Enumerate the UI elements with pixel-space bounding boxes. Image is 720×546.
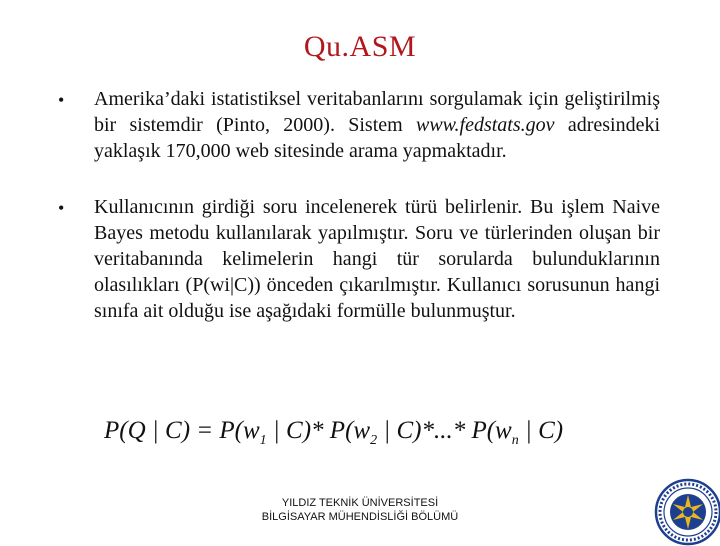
university-seal-icon [654, 478, 720, 546]
svg-text:P(Q | C) = P(w1 | C)* P(w2 | C: P(Q | $C) = P(w_1$ | C)* $P(w_2$ | C)*...* $P(w_n$ | C) [104, 417, 564, 448]
bullet-item [58, 194, 660, 324]
slide-title: Qu.ASM [303, 30, 417, 63]
probability-formula [90, 408, 650, 456]
footer-department: BİLGİSAYAR MÜHENDİSLİĞİ BÖLÜMÜ [261, 511, 459, 523]
bullet-text: Kullanıcının girdiği soru incelenerek türü belirlenir. Bu işlem Naive Bayes metodu kullanılarak yapılmıştır. Soru ve türlerinden oluşan bir veritabanında kelimelerin hangi tür sorularda bulunduklarının olasılıkları (P(wi|C)) önceden çıkarılmıştır. Kullanıcı sorusunun hangi sınıfa ait olduğu ise aşağıdaki formülle bulunmuştur. [94, 196, 660, 322]
bullet-item [58, 86, 660, 164]
bullet-list [58, 86, 660, 354]
bullet-marker: • [58, 90, 65, 110]
bullet-text: Amerika’daki istatistiksel veritabanlarını sorgulamak için geliştirilmiş bir sistemdir (Pinto, 2000). Sistem www.fedstats.gov adresindeki yaklaşık 170,000 web sitesinde arama yapmaktadır. [94, 88, 661, 162]
footer-university: YILDIZ TEKNİK ÜNİVERSİTESİ [281, 497, 439, 509]
url-text: www.fedstats.gov [416, 114, 555, 136]
footer [200, 496, 520, 524]
bullet-marker: • [58, 198, 65, 218]
